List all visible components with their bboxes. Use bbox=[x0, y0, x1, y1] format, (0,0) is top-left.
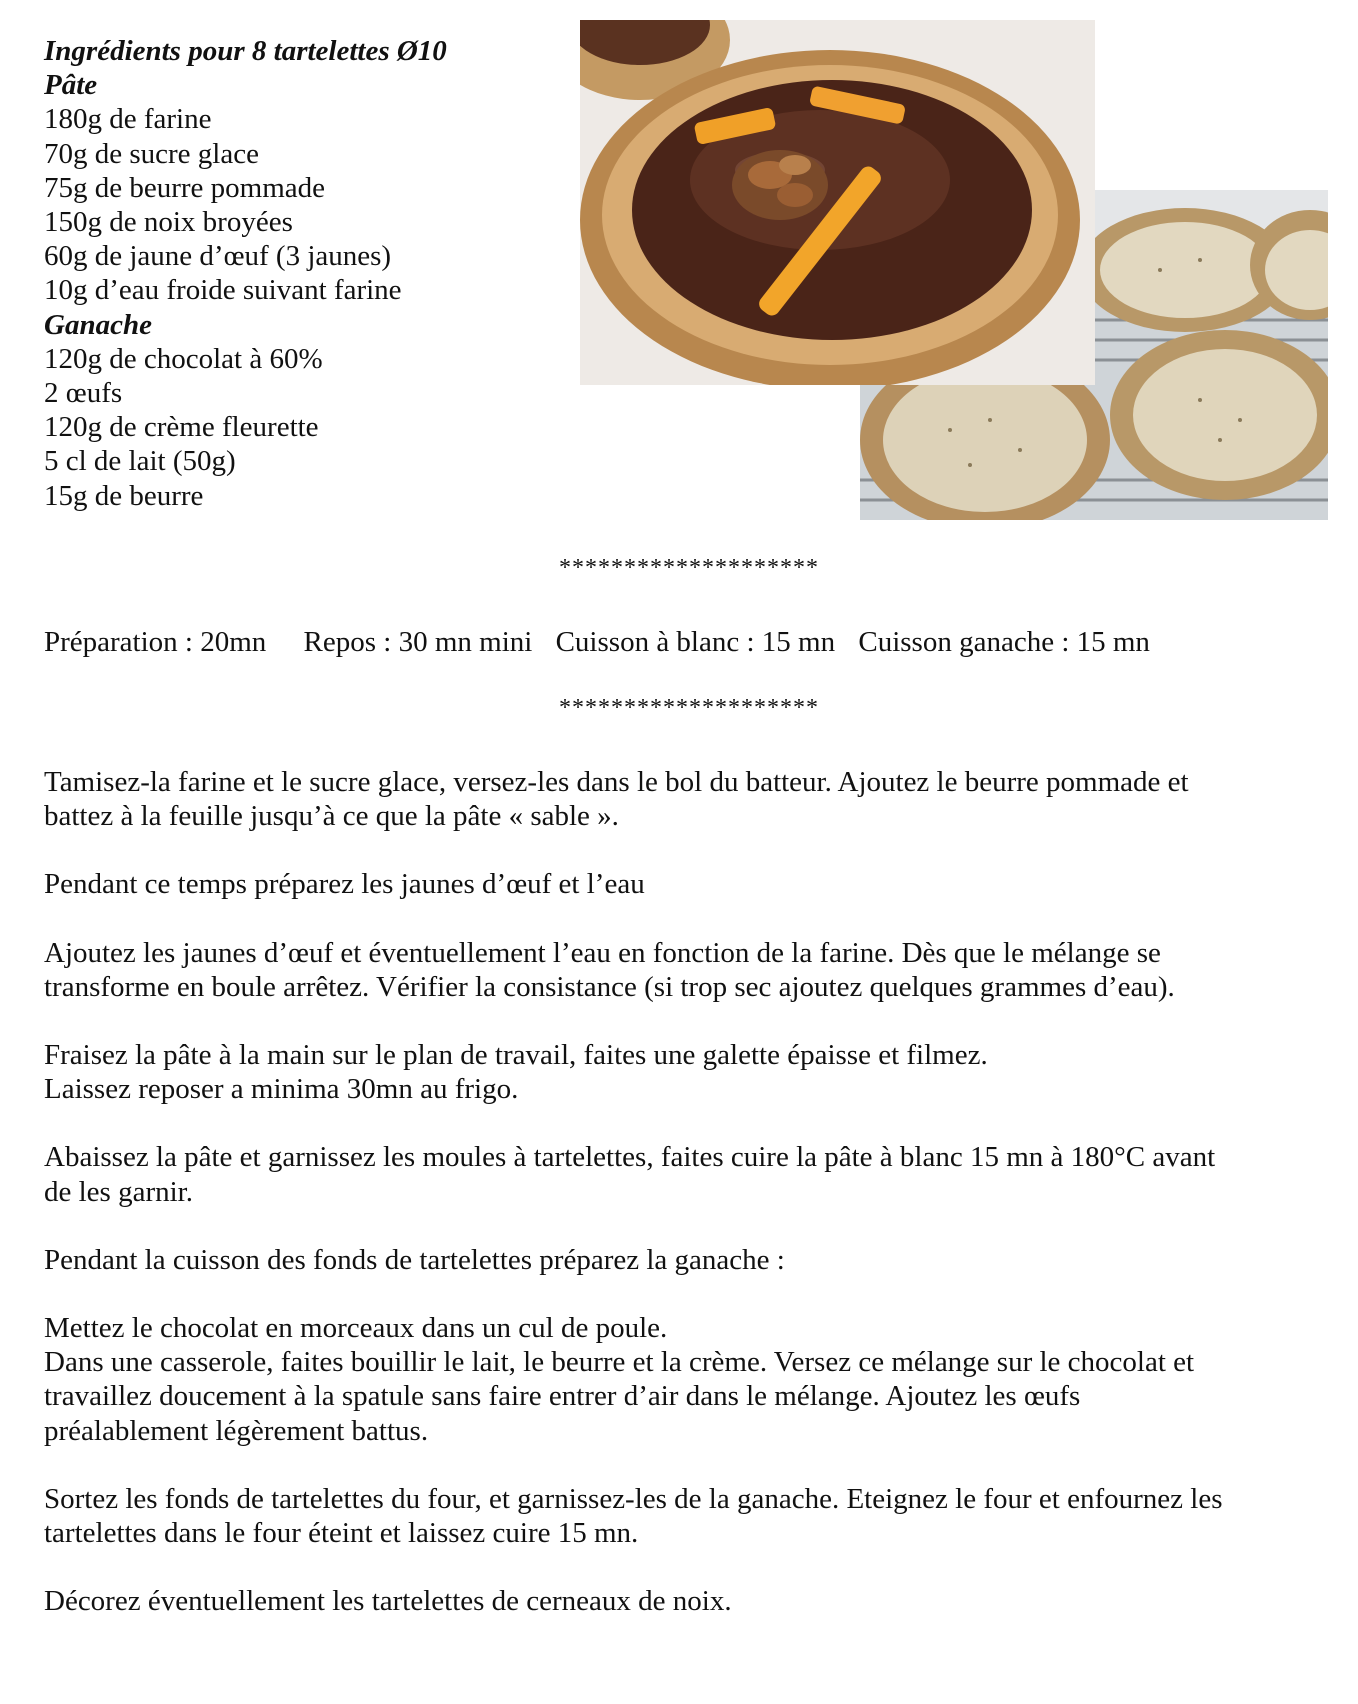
chocolate-tartlet-photo bbox=[580, 20, 1095, 385]
ingredient-item: 120g de crème fleurette bbox=[44, 411, 319, 444]
separator-bottom: ******************** bbox=[559, 695, 819, 721]
ganache-heading: Ganache bbox=[44, 308, 152, 341]
step-paragraph: Mettez le chocolat en morceaux dans un cul de poule. Dans une casserole, faites bouillir le lait, le beurre et la crème. Versez ce mélange sur le chocolat et travaillez doucement à la spatule sans faire entrer d’air dans le mélange. Ajoutez les œufs préalablement légèrement battus. bbox=[44, 1312, 1195, 1447]
ingredients-block bbox=[44, 34, 447, 513]
ingredient-item: 120g de chocolat à 60% bbox=[44, 342, 323, 375]
ganache-bake-time: Cuisson ganache : 15 mn bbox=[858, 626, 1150, 658]
separator-top: ******************** bbox=[559, 555, 819, 581]
blind-bake-time: Cuisson à blanc : 15 mn bbox=[555, 626, 836, 658]
pate-heading: Pâte bbox=[44, 69, 98, 102]
ingredient-item: 150g de noix broyées bbox=[44, 206, 293, 239]
ingredient-item: 10g d’eau froide suivant farine bbox=[44, 274, 402, 307]
timing-line bbox=[44, 626, 1180, 659]
step-paragraph: Abaissez la pâte et garnissez les moules à tartelettes, faites cuire la pâte à blanc 15 mn à 180°C avant de les garnir. bbox=[44, 1141, 1216, 1208]
step-paragraph: Pendant la cuisson des fonds de tartelettes préparez la ganache : bbox=[44, 1243, 785, 1276]
preparation-time: Préparation : 20mn bbox=[44, 626, 267, 658]
ingredient-item: 2 œufs bbox=[44, 377, 123, 410]
step-paragraph: Décorez éventuellement les tartelettes de cerneaux de noix. bbox=[44, 1585, 732, 1618]
ingredient-item: 180g de farine bbox=[44, 103, 212, 136]
step-paragraph: Tamisez-la farine et le sucre glace, versez-les dans le bol du batteur. Ajoutez le beurre pommade et battez à la feuille jusqu’à ce que la pâte « sable ». bbox=[44, 766, 1189, 833]
step-paragraph: Pendant ce temps préparez les jaunes d’œuf et l’eau bbox=[44, 868, 645, 901]
ingredient-item: 70g de sucre glace bbox=[44, 137, 259, 170]
rest-time: Repos : 30 mn mini bbox=[303, 626, 533, 658]
ingredients-title: Ingrédients pour 8 tartelettes Ø10 bbox=[44, 35, 447, 67]
ingredient-item: 60g de jaune d’œuf (3 jaunes) bbox=[44, 240, 392, 273]
ingredient-item: 15g de beurre bbox=[44, 479, 204, 512]
ingredient-item: 5 cl de lait (50g) bbox=[44, 445, 236, 478]
instructions bbox=[44, 765, 1244, 1652]
step-paragraph: Fraisez la pâte à la main sur le plan de travail, faites une galette épaisse et filmez. Laissez reposer a minima 30mn au frigo. bbox=[44, 1039, 988, 1106]
ingredient-item: 75g de beurre pommade bbox=[44, 171, 326, 204]
step-paragraph: Ajoutez les jaunes d’œuf et éventuellement l’eau en fonction de la farine. Dès que le mélange se transforme en boule arrêtez. Vérifier la consistance (si trop sec ajoutez quelques grammes d’eau). bbox=[44, 936, 1175, 1003]
step-paragraph: Sortez les fonds de tartelettes du four, et garnissez-les de la ganache. Eteignez le four et enfournez les tartelettes dans le four éteint et laissez cuire 15 mn. bbox=[44, 1482, 1223, 1550]
